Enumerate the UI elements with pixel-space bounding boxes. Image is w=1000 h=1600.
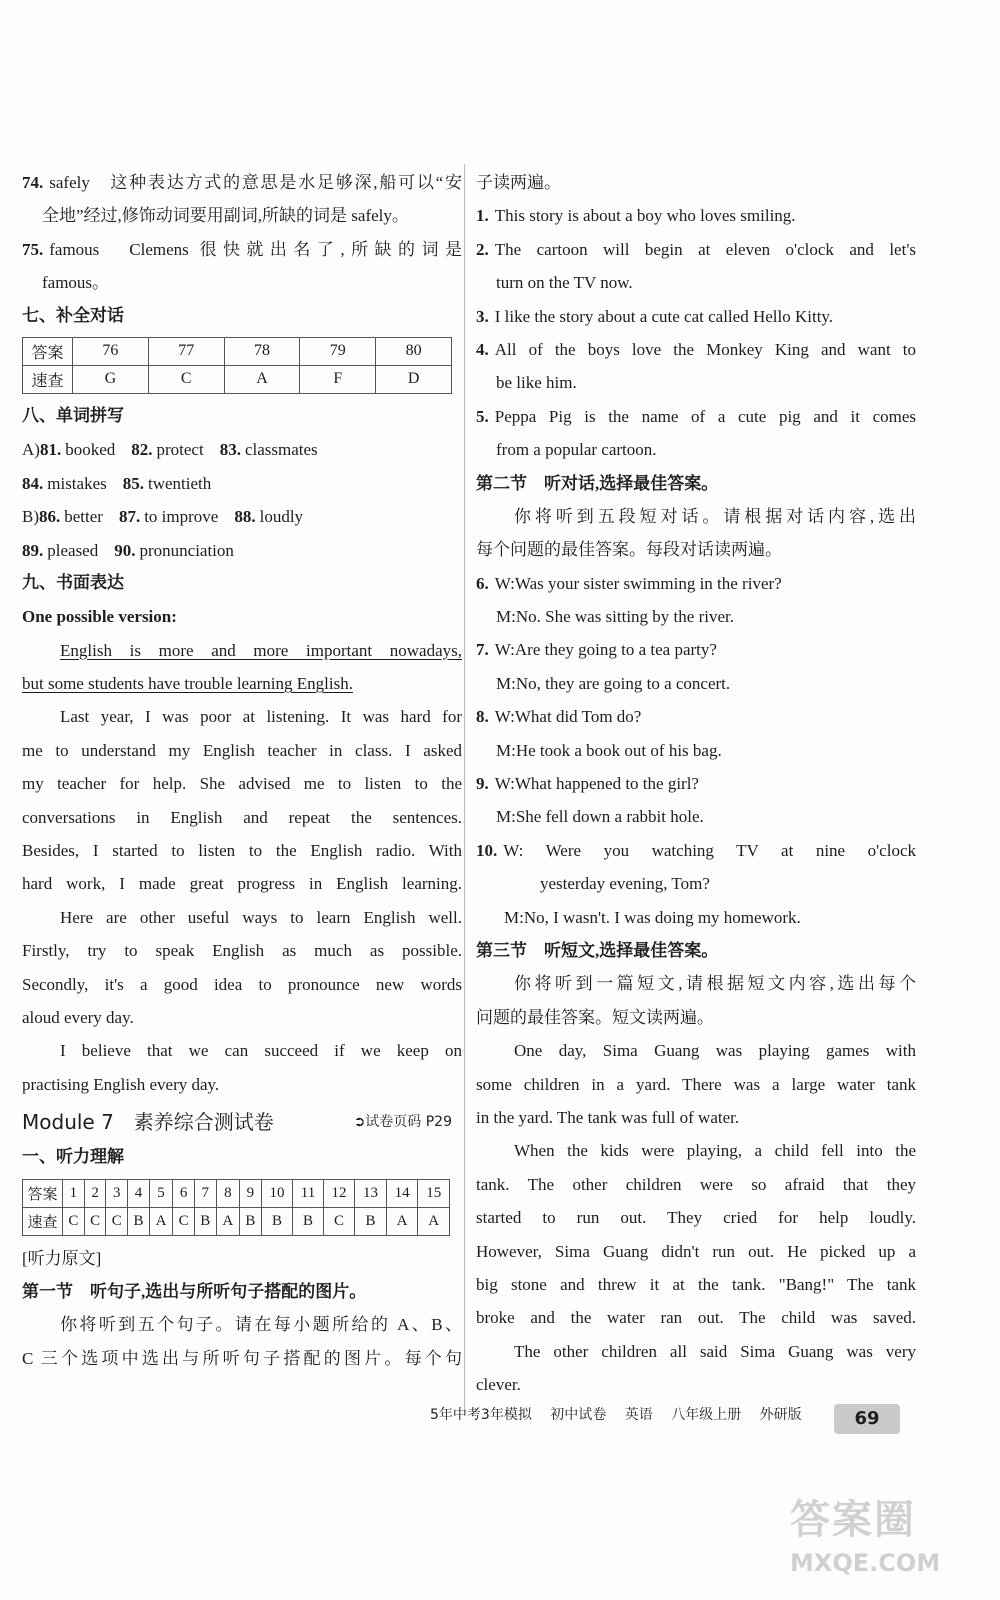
- footer-grade: 八年级上册: [671, 1407, 742, 1423]
- dialogue-line: [476, 633, 916, 666]
- part-3-instruction-cont: 问题的最佳答案。短文读两遍。: [476, 1007, 714, 1027]
- spelling-row: [22, 534, 462, 567]
- essay-line: Secondly, it's a good idea to pronounce new words: [22, 974, 462, 994]
- part-2-instruction: 你将听到五段短对话。请根据对话内容,选出: [514, 506, 916, 526]
- sentence-line: [476, 433, 916, 466]
- item-number: 4.: [476, 339, 489, 359]
- spelling-row: [22, 467, 462, 500]
- table-header-answer: 答案: [23, 1179, 63, 1207]
- dialogue-list: [476, 567, 916, 834]
- table-cell: 80: [376, 337, 452, 365]
- item-number: 2.: [476, 239, 489, 259]
- item-number: 87.: [118, 507, 141, 527]
- answer-75: 75. famous Clemens 很快就出名了,所缺的词是: [22, 239, 462, 259]
- table-cell: B: [355, 1207, 387, 1235]
- item-answer: booked: [65, 440, 116, 460]
- dialogue-woman: W:Are they going to a tea party?: [494, 640, 717, 660]
- part-1-sentences: [476, 199, 916, 466]
- part-1-title: 第一节 听句子,选出与所听句子搭配的图片。: [22, 1281, 367, 1301]
- section-8-title: 八、单词拼写: [22, 405, 124, 426]
- item-answer: classmates: [244, 440, 318, 460]
- part-1-instruction: 你将听到五个句子。请在每小题所给的 A、B、: [60, 1315, 462, 1335]
- essay-text: practising English every day.: [22, 1074, 220, 1094]
- sentence-text: This story is about a boy who loves smiling.: [494, 206, 796, 226]
- footer-edition: 外研版: [759, 1407, 802, 1423]
- item-answer: pleased: [47, 540, 99, 560]
- story-line: clever.: [476, 1375, 521, 1395]
- spelling-answers: [22, 433, 462, 567]
- spelling-row: [22, 500, 462, 533]
- essay-line: [22, 667, 462, 700]
- sentence-text: The cartoon will begin at eleven o'clock and let's: [494, 239, 916, 259]
- table-cell: A: [386, 1207, 418, 1235]
- table-cell: C: [63, 1207, 85, 1235]
- sentence-line: [476, 333, 916, 366]
- table-cell: B: [128, 1207, 150, 1235]
- sentence-line: [476, 366, 916, 399]
- item-number: 82.: [131, 440, 153, 460]
- essay-line: English is more and more important nowadays,: [60, 640, 462, 660]
- sentence-text: from a popular cartoon.: [496, 440, 657, 460]
- dialogue-line: [476, 767, 916, 800]
- item-number: 84.: [22, 473, 44, 493]
- dialogue-10-cont: yesterday evening, Tom?: [540, 874, 710, 894]
- table-cell: C: [323, 1207, 355, 1235]
- footer-type: 初中试卷: [550, 1407, 607, 1423]
- watermark-logo: 答案圈: [790, 1497, 916, 1543]
- item-number: 7.: [476, 640, 489, 660]
- item-number: 85.: [122, 473, 144, 493]
- story-line: When the kids were playing, a child fell into the: [514, 1141, 916, 1161]
- story-line: broke and the water ran out. The child was saved.: [476, 1308, 916, 1328]
- table-cell: G: [73, 365, 149, 393]
- story-line: some children in a yard. There was a large water tank: [476, 1074, 916, 1094]
- sentence-text: Peppa Pig is the name of a cute pig and it comes: [494, 406, 916, 426]
- spelling-prefix: B): [22, 507, 39, 527]
- essay-line: [22, 1001, 462, 1034]
- sentence-line: [476, 233, 916, 266]
- story-line: started to run out. They cried for help loudly.: [476, 1208, 916, 1228]
- item-answer: twentieth: [148, 473, 212, 493]
- item-number: 88.: [234, 507, 256, 527]
- watermark: [790, 1488, 980, 1588]
- story-line: One day, Sima Guang was playing games with: [514, 1041, 916, 1061]
- table-cell: 13: [355, 1179, 387, 1207]
- table-cell: 79: [300, 337, 376, 365]
- table-cell: 12: [323, 1179, 355, 1207]
- item-number: 9.: [476, 774, 489, 794]
- item-number: 86.: [39, 507, 61, 527]
- answer-75-cont: famous。: [42, 273, 110, 293]
- dialogue-woman: W:Was your sister swimming in the river?: [494, 573, 782, 593]
- essay-line: hard work, I made great progress in English learning.: [22, 874, 462, 894]
- table-cell: 14: [386, 1179, 418, 1207]
- table-cell: A: [418, 1207, 450, 1235]
- sentence-line: [476, 300, 916, 333]
- table-cell: 1: [63, 1179, 85, 1207]
- table-cell: 15: [418, 1179, 450, 1207]
- essay-line: Here are other useful ways to learn English well.: [60, 907, 462, 927]
- table-cell: C: [173, 1207, 195, 1235]
- item-answer: pronunciation: [139, 540, 234, 560]
- story-line: The other children all said Sima Guang was very: [514, 1341, 916, 1361]
- module-title: Module 7 素养综合测试卷: [22, 1110, 274, 1135]
- part-1-instruction-cont: C 三个选项中选出与所听句子搭配的图片。每个句: [22, 1348, 462, 1368]
- table-cell: B: [261, 1207, 293, 1235]
- dialogue-reply: M:She fell down a rabbit hole.: [496, 807, 704, 827]
- page-footer: [430, 1404, 816, 1424]
- sentence-text: I like the story about a cute cat called Hello Kitty.: [494, 306, 834, 326]
- answer-74-cont: 全地”经过,修饰动词要用副词,所缺的词是 safely。: [42, 206, 409, 226]
- table-cell: C: [148, 365, 224, 393]
- table-cell: B: [293, 1207, 323, 1235]
- item-number: 1.: [476, 206, 489, 226]
- essay-line: I believe that we can succeed if we keep on: [60, 1041, 462, 1061]
- sample-essay: [22, 634, 462, 1101]
- table-cell: F: [300, 365, 376, 393]
- item-number: 5.: [476, 406, 489, 426]
- dialogue-line: [476, 700, 916, 733]
- footer-subject: 英语: [624, 1407, 653, 1423]
- item-answer: loudly: [259, 507, 304, 527]
- item-answer: better: [64, 507, 103, 527]
- possible-version-label: One possible version:: [22, 607, 177, 627]
- spelling-row: [22, 433, 462, 466]
- sentence-text: All of the boys love the Monkey King and want to: [494, 339, 916, 359]
- table-cell: C: [84, 1207, 106, 1235]
- table-cell: 11: [293, 1179, 323, 1207]
- module-page-ref: ➲试卷页码 P29: [353, 1114, 452, 1131]
- essay-line: me to understand my English teacher in class. I asked: [22, 740, 462, 760]
- dialogue-woman: W:What happened to the girl?: [494, 774, 699, 794]
- essay-line: my teacher for help. She advised me to listen to the: [22, 774, 462, 794]
- essay-text: but some students have trouble learning English.: [22, 674, 353, 694]
- table-cell: 7: [194, 1179, 216, 1207]
- sentence-text: turn on the TV now.: [496, 273, 633, 293]
- answer-74: 74. safely 这种表达方式的意思是水足够深,船可以“安: [22, 173, 462, 192]
- part-2-instruction-cont: 每个问题的最佳答案。每段对话读两遍。: [476, 540, 782, 560]
- transcript-label: [听力原文]: [22, 1248, 102, 1268]
- item-answer: protect: [156, 440, 204, 460]
- table-cell: A: [216, 1207, 239, 1235]
- dialogue-woman: W:What did Tom do?: [494, 707, 642, 727]
- part-2-title: 第二节 听对话,选择最佳答案。: [476, 473, 719, 493]
- story-line: in the yard. The tank was full of water.: [476, 1107, 740, 1127]
- section-9-title: 九、书面表达: [22, 572, 124, 593]
- sentence-line: [476, 266, 916, 299]
- watermark-url: MXQE.COM: [790, 1549, 941, 1577]
- essay-line: conversations in English and repeat the sentences.: [22, 807, 462, 827]
- listening-answer-table: [22, 1179, 450, 1236]
- sentence-line: [476, 199, 916, 232]
- dialogue-answer-table: [22, 337, 452, 394]
- spelling-prefix: A): [22, 440, 40, 460]
- table-cell: B: [240, 1207, 262, 1235]
- table-cell: 5: [149, 1179, 172, 1207]
- part-3-instruction: 你将听到一篇短文,请根据短文内容,选出每个: [514, 974, 916, 994]
- dialogue-reply: M:No. She was sitting by the river.: [496, 607, 734, 627]
- sentence-line: [476, 400, 916, 433]
- table-cell: C: [106, 1207, 128, 1235]
- table-header-answer: 答案: [23, 337, 73, 365]
- sentence-text: be like him.: [496, 373, 577, 393]
- page-number: 69: [834, 1404, 900, 1434]
- dialogue-reply: M:No, they are going to a concert.: [496, 673, 731, 693]
- story-line: However, Sima Guang didn't run out. He picked up a: [476, 1241, 916, 1261]
- item-number: 3.: [476, 306, 489, 326]
- table-cell: 9: [240, 1179, 262, 1207]
- table-header-check: 速查: [23, 1207, 63, 1235]
- story-line: big stone and threw it at the tank. "Bang!" The tank: [476, 1274, 916, 1294]
- dialogue-10: 10. W: Were you watching TV at nine o'clock: [476, 840, 916, 860]
- item-number: 6.: [476, 573, 489, 593]
- table-cell: 78: [224, 337, 300, 365]
- table-cell: D: [376, 365, 452, 393]
- section-1-title: 一、听力理解: [22, 1147, 124, 1168]
- item-number: 81.: [39, 440, 62, 460]
- table-cell: A: [224, 365, 300, 393]
- table-cell: 2: [84, 1179, 106, 1207]
- section-7-title: 七、补全对话: [22, 305, 124, 326]
- item-answer: to improve: [144, 507, 219, 527]
- essay-line: Last year, I was poor at listening. It was hard for: [60, 707, 462, 727]
- table-cell: A: [149, 1207, 172, 1235]
- dialogue-10-reply: M:No, I wasn't. I was doing my homework.: [504, 907, 801, 927]
- essay-line: Besides, I started to listen to the English radio. With: [22, 841, 462, 861]
- story-line: tank. The other children were so afraid that they: [476, 1174, 916, 1194]
- right-column: [476, 166, 916, 1401]
- footer-series: 5年中考3年模拟: [430, 1407, 532, 1423]
- table-cell: 4: [128, 1179, 150, 1207]
- part-1-instruction-end: 子读两遍。: [476, 173, 561, 192]
- table-cell: 3: [106, 1179, 128, 1207]
- table-cell: 77: [148, 337, 224, 365]
- table-cell: B: [194, 1207, 216, 1235]
- item-answer: mistakes: [47, 473, 107, 493]
- column-divider: [464, 164, 465, 1409]
- table-cell: 8: [216, 1179, 239, 1207]
- table-cell: 76: [73, 337, 149, 365]
- table-cell: 10: [261, 1179, 293, 1207]
- item-number: 89.: [22, 540, 44, 560]
- dialogue-line: [476, 567, 916, 600]
- module-title-bar: [22, 1101, 462, 1141]
- item-number: 8.: [476, 707, 489, 727]
- table-header-check: 速查: [23, 365, 73, 393]
- left-column: [22, 166, 462, 1375]
- essay-line: [22, 1068, 462, 1101]
- item-number: 83.: [219, 440, 241, 460]
- table-cell: 6: [173, 1179, 195, 1207]
- story-passage: [476, 1034, 916, 1401]
- essay-text: aloud every day.: [22, 1007, 134, 1027]
- item-number: 90.: [114, 540, 136, 560]
- part-3-title: 第三节 听短文,选择最佳答案。: [476, 940, 719, 960]
- essay-line: Firstly, try to speak English as much as possible.: [22, 941, 462, 961]
- dialogue-reply: M:He took a book out of his bag.: [496, 740, 722, 760]
